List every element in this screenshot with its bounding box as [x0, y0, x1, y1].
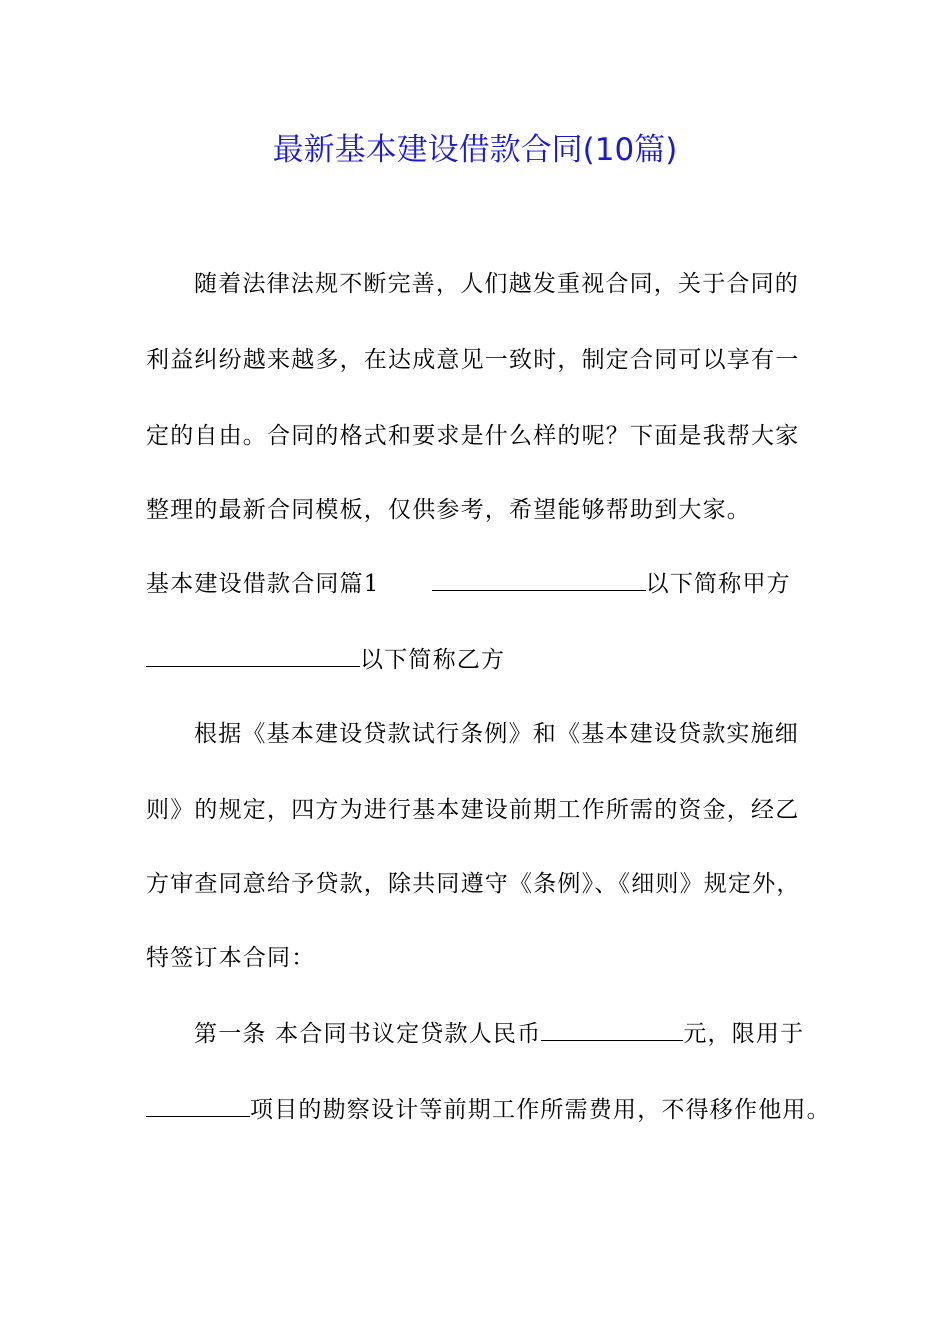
article1-tail: 项目的勘察设计等前期工作所需费用，不得移作他用。 — [250, 1097, 831, 1123]
intro-line-2: 利益纠纷越来越多，在达成意见一致时，制定合同可以享有一 — [146, 347, 800, 373]
section-heading: 基本建设借款合同篇1 — [146, 571, 380, 597]
basis-line-4: 特签订本合同： — [146, 945, 316, 971]
basis-line-2: 则》的规定，四方为进行基本建设前期工作所需的资金，经乙 — [146, 797, 800, 823]
article1-line-2 — [146, 1094, 831, 1126]
intro-line-3: 定的自由。合同的格式和要求是什么样的呢？下面是我帮大家 — [146, 423, 800, 449]
article1-prefix: 第一条 本合同书议定贷款人民币 — [194, 1021, 542, 1047]
intro-line-4: 整理的最新合同模板，仅供参考，希望能够帮助到大家。 — [146, 497, 751, 523]
party-b-line — [146, 644, 816, 676]
article1-line-1 — [194, 1018, 814, 1050]
party-b-label: 以下简称乙方 — [360, 647, 506, 673]
loan-amount-blank — [541, 1018, 683, 1041]
document-title: 最新基本建设借款合同(10篇) — [272, 132, 678, 168]
party-b-blank — [146, 644, 360, 667]
basis-line-3: 方审查同意给予贷款，除共同遵守《条例》、《细则》规定外， — [146, 871, 801, 897]
project-name-blank — [146, 1094, 250, 1117]
section-heading-line — [146, 568, 816, 600]
party-a-blank — [432, 568, 646, 591]
party-a-label: 以下简称甲方 — [645, 571, 791, 597]
intro-line-1: 随着法律法规不断完善，人们越发重视合同，关于合同的 — [194, 271, 799, 297]
basis-line-1: 根据《基本建设贷款试行条例》和《基本建设贷款实施细 — [194, 721, 799, 747]
article1-mid: 元，限用于 — [683, 1021, 805, 1047]
